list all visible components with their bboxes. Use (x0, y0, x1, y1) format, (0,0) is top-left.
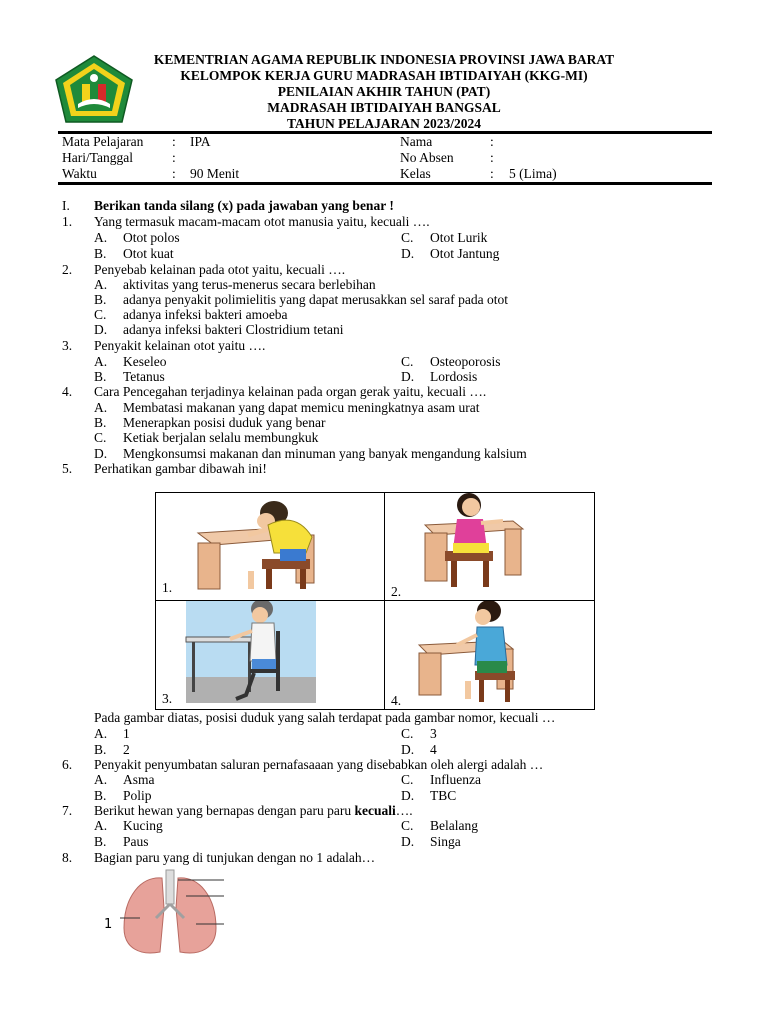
option-a: Membatasi makanan yang dapat memicu meningkatnya asam urat (123, 400, 480, 415)
colon: : (490, 134, 494, 149)
option-letter: D. (401, 834, 415, 849)
option-letter: B. (94, 834, 107, 849)
option-c: Otot Lurik (430, 230, 488, 245)
question-text: Penyebab kelainan pada otot yaitu, kecuali …. (94, 262, 346, 277)
option-letter: C. (401, 818, 414, 833)
option-letter: A. (94, 772, 108, 787)
question-text: Yang termasuk macam-macam otot manusia yaitu, kecuali …. (94, 214, 430, 229)
section-number: I. (62, 198, 70, 213)
option-b: adanya penyakit polimielitis yang dapat merusakkan sel saraf pada otot (123, 292, 509, 307)
option-letter: D. (401, 246, 415, 261)
figure-cell-3 (155, 600, 385, 710)
option-c: Influenza (430, 772, 481, 787)
option-b: Paus (123, 834, 149, 849)
question-text (94, 803, 413, 818)
figure-number: 1. (162, 580, 173, 595)
boy-writing-side-illustration (156, 601, 384, 709)
question-text-part: Berikut hewan yang bernapas dengan paru paru (94, 803, 355, 818)
option-letter: B. (94, 369, 107, 384)
header-ministry: KEMENTRIAN AGAMA REPUBLIK INDONESIA PROVINSI JAWA BARAT (153, 52, 615, 67)
option-c: Osteoporosis (430, 354, 501, 369)
option-b: Menerapkan posisi duduk yang benar (123, 415, 326, 430)
option-letter: C. (94, 307, 107, 322)
figure-number: 4. (391, 693, 402, 708)
option-c: Ketiak berjalan selalu membungkuk (123, 430, 319, 445)
colon: : (490, 166, 494, 181)
header-exam: PENILAIAN AKHIR TAHUN (PAT) (277, 84, 491, 99)
option-letter: C. (401, 772, 414, 787)
question-number: 3. (62, 338, 73, 353)
option-c: adanya infeksi bakteri amoeba (123, 307, 288, 322)
time-label: Waktu (62, 166, 97, 181)
option-letter: A. (94, 277, 108, 292)
option-letter: C. (401, 726, 414, 741)
question-text: Penyakit kelainan otot yaitu …. (94, 338, 266, 353)
figure-cell-2 (384, 492, 595, 601)
option-letter: C. (401, 354, 414, 369)
option-letter: B. (94, 742, 107, 757)
boy-writing-bent-illustration (156, 493, 384, 600)
absen-label: No Absen (400, 150, 454, 165)
option-letter: D. (94, 446, 108, 461)
question-text: Pada gambar diatas, posisi duduk yang salah terdapat pada gambar nomor, kecuali … (94, 710, 556, 725)
girl-writing-upright-illustration (385, 493, 594, 600)
boy-reading-desk-illustration (385, 601, 594, 709)
option-letter: D. (94, 322, 108, 337)
option-letter: B. (94, 292, 107, 307)
figure-cell-1 (155, 492, 385, 601)
question-text-part: …. (395, 803, 413, 818)
question-number: 7. (62, 803, 73, 818)
question-text-emphasis: kecuali (354, 803, 396, 818)
name-label: Nama (400, 134, 433, 149)
option-letter: C. (401, 230, 414, 245)
option-letter: A. (94, 726, 108, 741)
option-d: Singa (430, 834, 461, 849)
option-a: Otot polos (123, 230, 180, 245)
question-text: Bagian paru yang di tunjukan dengan no 1 adalah… (94, 850, 376, 865)
colon: : (172, 134, 176, 149)
header-school: MADRASAH IBTIDAIYAH BANGSAL (267, 100, 501, 115)
option-letter: B. (94, 246, 107, 261)
option-a: Keseleo (123, 354, 167, 369)
option-d: adanya infeksi bakteri Clostridium tetani (123, 322, 344, 337)
option-letter: A. (94, 354, 108, 369)
option-b: Tetanus (123, 369, 165, 384)
option-d: Mengkonsumsi makanan dan minuman yang banyak mengandung kalsium (123, 446, 527, 461)
option-c: 3 (430, 726, 437, 741)
colon: : (172, 150, 176, 165)
option-d: TBC (430, 788, 457, 803)
figure-number: 3. (162, 691, 173, 706)
option-b: Otot kuat (123, 246, 174, 261)
question-number: 2. (62, 262, 73, 277)
option-d: 4 (430, 742, 437, 757)
subject-value: IPA (190, 134, 211, 149)
class-label: Kelas (400, 166, 431, 181)
option-b: Polip (123, 788, 152, 803)
option-letter: B. (94, 415, 107, 430)
option-a: aktivitas yang terus-menerus secara berlebihan (123, 277, 376, 292)
class-value: 5 (Lima) (509, 166, 557, 181)
option-letter: A. (94, 400, 108, 415)
option-letter: D. (401, 788, 415, 803)
sitting-posture-figures (155, 492, 595, 710)
header-group: KELOMPOK KERJA GURU MADRASAH IBTIDAIYAH (KKG-MI) (180, 68, 588, 83)
header-year: TAHUN PELAJARAN 2023/2024 (286, 116, 481, 131)
question-text: Penyakit penyumbatan saluran pernafasaaan yang disebabkan oleh alergi adalah … (94, 757, 544, 772)
option-d: Lordosis (430, 369, 478, 384)
option-b: 2 (123, 742, 130, 757)
option-a: Asma (123, 772, 155, 787)
option-letter: D. (401, 742, 415, 757)
option-letter: A. (94, 818, 108, 833)
option-c: Belalang (430, 818, 478, 833)
option-letter: D. (401, 369, 415, 384)
colon: : (172, 166, 176, 181)
colon: : (490, 150, 494, 165)
header-top-rule (58, 131, 712, 134)
question-number: 5. (62, 461, 73, 476)
lungs-diagram (100, 868, 240, 958)
header-bottom-rule (58, 182, 712, 185)
option-letter: C. (94, 430, 107, 445)
section-title: Berikan tanda silang (x) pada jawaban yang benar ! (94, 198, 394, 213)
question-text: Cara Pencegahan terjadinya kelainan pada organ gerak yaitu, kecuali …. (94, 384, 487, 399)
figure-cell-4 (384, 600, 595, 710)
option-letter: B. (94, 788, 107, 803)
time-value: 90 Menit (190, 166, 240, 181)
day-label: Hari/Tanggal (62, 150, 134, 165)
question-number: 4. (62, 384, 73, 399)
lung-label-1: 1 (104, 917, 113, 932)
subject-label: Mata Pelajaran (62, 134, 144, 149)
question-number: 8. (62, 850, 73, 865)
option-d: Otot Jantung (430, 246, 500, 261)
option-a: 1 (123, 726, 130, 741)
question-number: 1. (62, 214, 73, 229)
option-letter: A. (94, 230, 108, 245)
option-a: Kucing (123, 818, 163, 833)
question-text: Perhatikan gambar dibawah ini! (94, 461, 267, 476)
question-number: 6. (62, 757, 73, 772)
figure-number: 2. (391, 584, 402, 599)
